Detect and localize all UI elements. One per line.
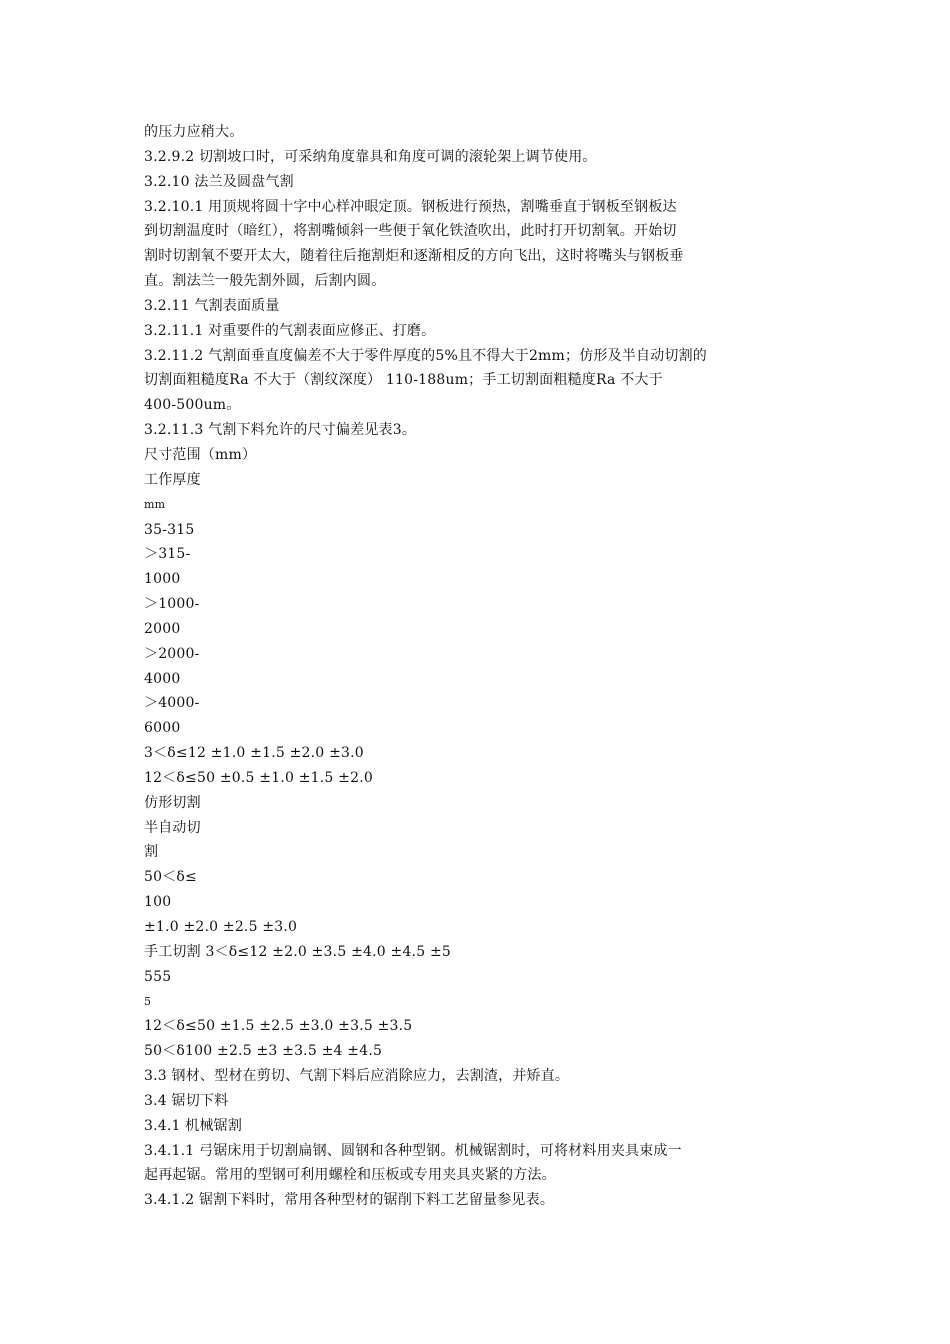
text-line: 到切割温度时（暗红），将割嘴倾斜一些便于氧化铁渣吹出，此时打开切割氧。开始切	[144, 223, 677, 240]
table-text: 50＜δ≤	[144, 869, 197, 886]
text-line: 直。割法兰一般先割外圆，后割内圆。	[144, 273, 386, 290]
table-text: 工作厚度	[144, 471, 201, 488]
table-text: 6000	[144, 720, 181, 737]
heading-3-4-1: 3.4.1 机械锯割	[144, 1117, 243, 1134]
table-text: 半自动切	[144, 819, 201, 836]
table-text: 4000	[144, 670, 181, 687]
table-row: 12＜δ≤50 ±0.5 ±1.0 ±1.5 ±2.0	[144, 769, 373, 786]
table-row: 手工切割 3＜δ≤12 ±2.0 ±3.5 ±4.0 ±4.5 ±5	[144, 943, 451, 960]
text-line: 的压力应稍大。	[144, 124, 244, 140]
table-text: ＞4000-	[144, 695, 200, 712]
section-3-2-9-2: 3.2.9.2 切割坡口时，可采纳角度靠具和角度可调的滚轮架上调节使用。	[144, 148, 597, 165]
section-3-4-1-1: 3.4.1.1 弓锯床用于切割扁钢、圆钢和各种型钢。机械锯割时，可将材料用夹具束成一	[144, 1142, 682, 1159]
table-text: 555	[144, 968, 172, 985]
heading-3-2-10: 3.2.10 法兰及圆盘气割	[144, 173, 294, 190]
table-text: 35-315	[144, 521, 195, 538]
table-text: 2000	[144, 620, 181, 637]
section-3-2-10-1: 3.2.10.1 用顶规将圆十字中心样冲眼定顶。钢板进行预热，割嘴垂直于钢板至钢板达	[144, 198, 677, 215]
text-line: 起再起锯。常用的型钢可利用螺栓和压板或专用夹具夹紧的方法。	[144, 1167, 556, 1184]
table-text: ＞315-	[144, 546, 191, 563]
section-3-4-1-2: 3.4.1.2 锯割下料时，常用各种型材的锯削下料工艺留量参见表。	[144, 1192, 555, 1209]
text-line: 割时切割氧不要开太大，随着往后拖割炬和逐渐相反的方向飞出，这时将嘴头与钢板垂	[144, 248, 684, 265]
table-row: ±1.0 ±2.0 ±2.5 ±3.0	[144, 919, 298, 935]
table-text: ＞1000-	[144, 596, 200, 613]
table-text: mm	[144, 497, 166, 511]
table-text: 1000	[144, 571, 181, 588]
table-row: 3＜δ≤12 ±1.0 ±1.5 ±2.0 ±3.0	[144, 745, 364, 762]
heading-3-2-11: 3.2.11 气割表面质量	[144, 297, 280, 314]
table-text: 100	[144, 894, 172, 911]
section-3-2-11-1: 3.2.11.1 对重要件的气割表面应修正、打磨。	[144, 322, 436, 339]
table-row: 50＜δ100 ±2.5 ±3 ±3.5 ±4 ±4.5	[144, 1043, 383, 1060]
table-text: 5	[144, 994, 152, 1008]
table-text: 割	[144, 844, 159, 861]
document-body	[144, 120, 784, 1213]
section-3-2-11-3: 3.2.11.3 气割下料允许的尺寸偏差见表3。	[144, 422, 417, 439]
table-row: 12＜δ≤50 ±1.5 ±2.5 ±3.0 ±3.5 ±3.5	[144, 1018, 413, 1035]
table-text: 尺寸范围（mm）	[144, 446, 257, 463]
table-text: ＞2000-	[144, 645, 200, 662]
text-line: 400-500um。	[144, 397, 241, 414]
section-3-3: 3.3 钢材、型材在剪切、气割下料后应消除应力，去割渣，并矫直。	[144, 1068, 570, 1085]
heading-3-4: 3.4 锯切下料	[144, 1092, 229, 1109]
section-3-2-11-2: 3.2.11.2 气割面垂直度偏差不大于零件厚度的5%且不得大于2mm；仿形及半自动切割的	[144, 347, 708, 364]
text-line: 切割面粗糙度Ra 不大于（割纹深度） 110-188um；手工切割面粗糙度Ra 不大于	[144, 372, 663, 389]
table-text: 仿形切割	[144, 794, 201, 811]
